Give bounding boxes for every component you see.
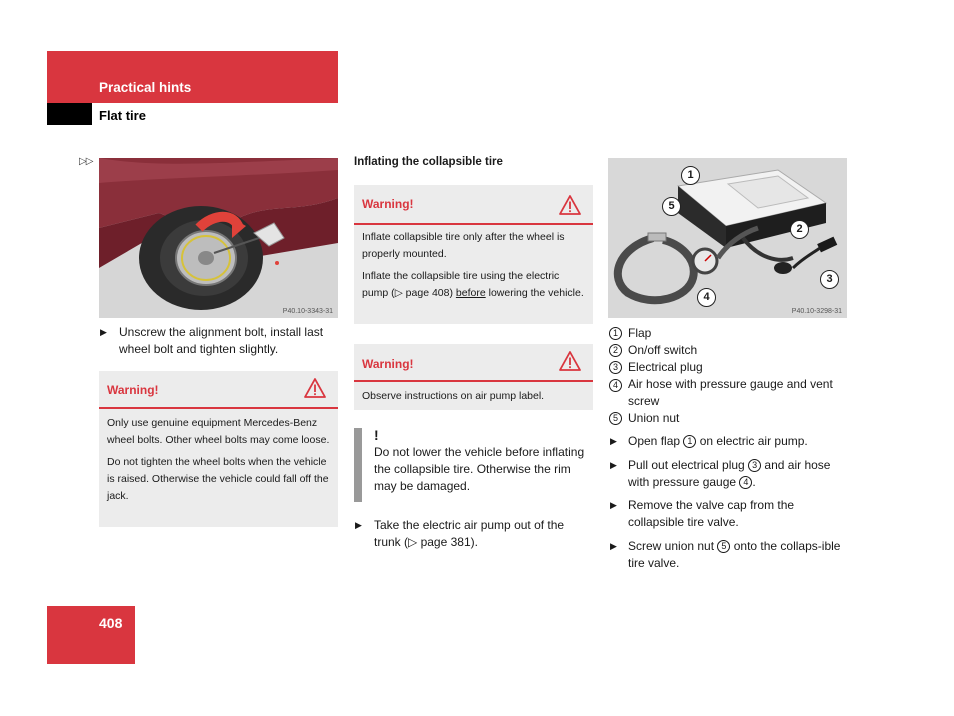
wheel-illustration — [99, 158, 338, 318]
step-text — [628, 457, 849, 491]
notice-text: Do not lower the vehicle before inflating the collapsible tire. Otherwise the rim may be damaged. — [374, 445, 585, 493]
warning-body — [354, 225, 593, 302]
page-number: 408 — [99, 615, 123, 631]
warning-body — [99, 409, 338, 505]
step-text: Unscrew the alignment bolt, install last wheel bolt and tighten slightly. — [119, 325, 324, 356]
step-text — [628, 538, 849, 572]
legend-item — [609, 359, 849, 376]
callout-2: 2 — [790, 220, 809, 239]
callout-3: 3 — [820, 270, 839, 289]
text-run: on electric air pump. — [696, 434, 808, 448]
text-run: lowering the vehicle. — [485, 287, 584, 299]
legend-list — [609, 325, 849, 427]
step-remove-cap — [609, 497, 849, 531]
legend-item — [609, 325, 849, 342]
page-ref-arrow-icon: ▷ — [394, 287, 403, 299]
warning-header — [99, 371, 338, 409]
legend-number: 4 — [609, 379, 622, 392]
bullet-arrow-icon: ▶ — [610, 500, 617, 510]
bullet-arrow-icon: ▶ — [100, 327, 107, 337]
warning-box-inflate — [354, 185, 593, 324]
text-run: page 381). — [417, 535, 478, 549]
legend-number: 1 — [609, 327, 622, 340]
step-text — [374, 517, 594, 551]
photo-reference: P40.10-3298-31 — [791, 308, 842, 315]
warning-header — [354, 344, 593, 382]
warning-paragraph: Only use genuine equipment Mercedes-Benz wheel bolts. Other wheel bolts may come loose. — [107, 417, 330, 446]
inline-number: 4 — [739, 476, 752, 489]
text-run: Take the electric air pump out of the trunk ( — [374, 518, 565, 549]
continued-arrows-icon: ▷▷ — [79, 156, 93, 167]
air-pump-illustration — [608, 158, 847, 318]
subheader-marker — [47, 103, 92, 125]
step-take-pump — [354, 517, 594, 551]
legend-item — [609, 342, 849, 359]
bullet-arrow-icon: ▶ — [610, 460, 617, 470]
header-band — [47, 51, 338, 103]
warning-title: Warning! — [362, 357, 414, 371]
callout-4: 4 — [697, 288, 716, 307]
text-run: . — [752, 475, 756, 489]
warning-paragraph: Inflate collapsible tire only after the wheel is properly mounted. — [362, 231, 565, 260]
warning-title: Warning! — [107, 383, 159, 397]
warning-triangle-icon — [559, 351, 581, 371]
legend-item — [609, 376, 849, 410]
warning-paragraph — [362, 268, 585, 302]
bullet-arrow-icon: ▶ — [610, 541, 617, 551]
warning-body — [354, 382, 593, 405]
notice-bar — [354, 428, 362, 502]
warning-box-wheel-bolts — [99, 371, 338, 527]
inline-number: 1 — [683, 435, 696, 448]
warning-title: Warning! — [362, 197, 414, 211]
text-run: and air hose with pressure gauge — [628, 458, 831, 489]
page-ref-arrow-icon: ▷ — [408, 535, 418, 549]
legend-number: 5 — [609, 412, 622, 425]
section-title: Practical hints — [99, 80, 192, 95]
warning-box-pump-label — [354, 344, 593, 410]
photo-reference: P40.10-3343-31 — [282, 308, 333, 315]
inline-number: 3 — [748, 459, 761, 472]
legend-text: Union nut — [628, 411, 680, 425]
bullet-arrow-icon: ▶ — [610, 436, 617, 446]
notice-mark: ! — [374, 427, 379, 443]
warning-triangle-icon — [304, 378, 326, 398]
warning-paragraph: Do not tighten the wheel bolts when the vehicle is raised. Otherwise the vehicle could fall off the jack. — [107, 456, 329, 502]
step-screw-nut — [609, 538, 849, 572]
text-run: Inflate the collapsible tire using the electric pump ( — [362, 270, 560, 299]
legend-number: 3 — [609, 361, 622, 374]
inline-number: 5 — [717, 540, 730, 553]
text-run: Screw union nut — [628, 539, 718, 553]
legend-text: Air hose with pressure gauge and vent screw — [628, 377, 833, 408]
step-pull-plug — [609, 457, 849, 491]
legend-text: On/off switch — [628, 343, 698, 357]
step-text — [628, 433, 849, 450]
legend-text: Electrical plug — [628, 360, 703, 374]
legend-number: 2 — [609, 344, 622, 357]
step-open-flap — [609, 433, 849, 450]
subsection-title: Flat tire — [99, 108, 146, 123]
warning-header — [354, 185, 593, 225]
wheel-mounting-photo — [99, 158, 338, 318]
column-heading: Inflating the collapsible tire — [354, 156, 503, 168]
step-text: Remove the valve cap from the collapsible tire valve. — [628, 498, 795, 529]
callout-5: 5 — [662, 197, 681, 216]
bullet-arrow-icon: ▶ — [355, 520, 362, 530]
callout-1: 1 — [681, 166, 700, 185]
text-run: onto the collaps-ible tire valve. — [628, 539, 841, 570]
legend-item — [609, 410, 849, 427]
air-pump-photo — [608, 158, 847, 318]
underlined-text: before — [455, 287, 486, 299]
text-run: Open flap — [628, 434, 684, 448]
warning-triangle-icon — [559, 195, 581, 215]
step-unscrew-bolt — [99, 324, 339, 358]
text-run: Pull out electrical plug — [628, 458, 749, 472]
text-run: page 408) — [402, 287, 456, 299]
warning-paragraph: Observe instructions on air pump label. — [362, 390, 545, 402]
legend-text: Flap — [628, 326, 652, 340]
notice-block — [374, 427, 596, 495]
